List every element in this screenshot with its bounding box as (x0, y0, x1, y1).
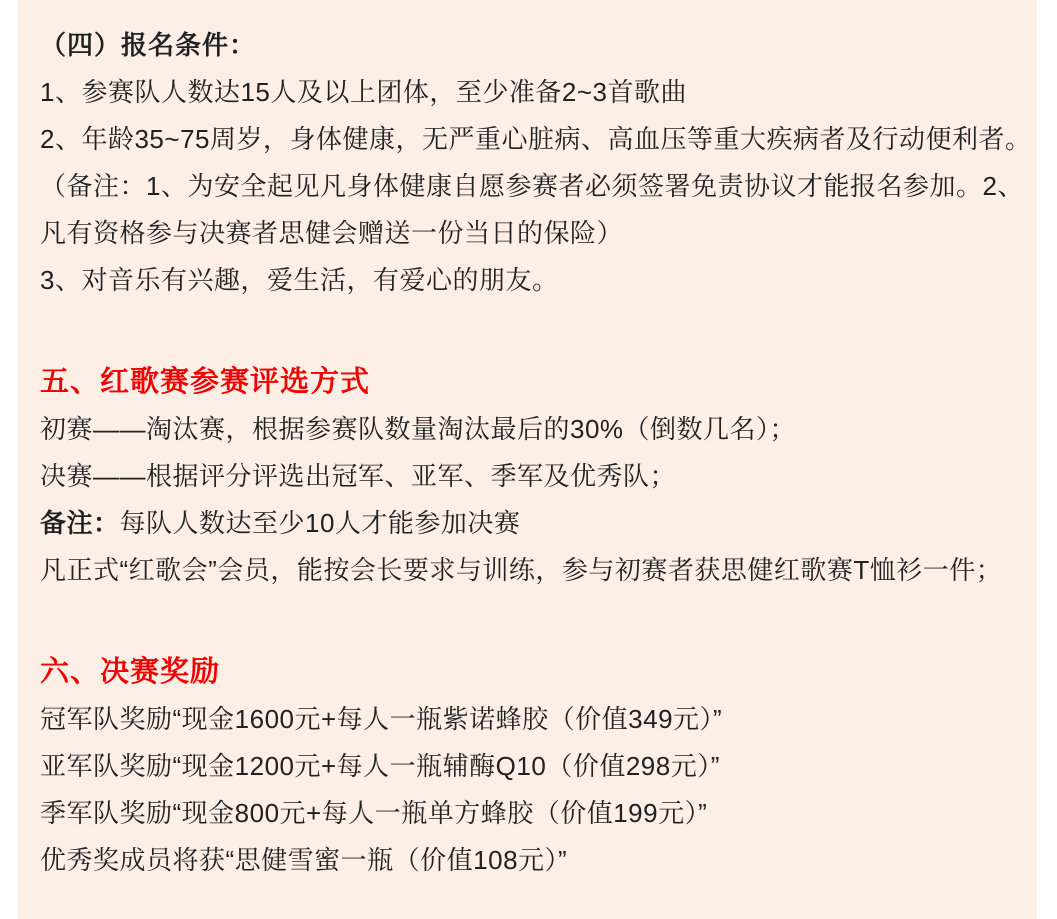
selection-heading: 五、红歌赛参赛评选方式 (40, 366, 371, 398)
selection-preliminary-line: 初赛——淘汰赛，根据参赛队数量淘汰最后的30%（倒数几名）； (40, 414, 797, 444)
article-card (18, 0, 1037, 919)
selection-final-line: 决赛——根据评分评选出冠军、亚军、季军及优秀队； (40, 461, 677, 491)
selection-note-line (40, 500, 1017, 547)
award-runnerup-line: 亚军队奖励“现金1200元+每人一瓶辅酶Q10（价值298元）” (40, 751, 720, 781)
award-excellence-line: 优秀奖成员将获“思健雪蜜一瓶（价值108元）” (40, 845, 568, 875)
award-third-line: 季军队奖励“现金800元+每人一瓶单方蜂胶（价值199元）” (40, 798, 708, 828)
registration-note-line-2: 凡有资格参与决赛者思健会赠送一份当日的保险） (40, 218, 624, 248)
selection-note-label: 备注： (40, 508, 120, 538)
registration-item-2: 2、年龄35~75周岁，身体健康，无严重心脏病、高血压等重大疾病者及行动便利者。 (40, 124, 1032, 154)
selection-note-text: 每队人数达至少10人才能参加决赛 (119, 508, 521, 538)
registration-item-1: 1、参赛队人数达15人及以上团体，至少准备2~3首歌曲 (40, 77, 687, 107)
registration-note-line-1: （备注：1、为安全起见凡身体健康自愿参赛者必须签署免责协议才能报名参加。2、 (40, 171, 1024, 201)
registration-heading: （四）报名条件： (40, 30, 257, 60)
awards-heading: 六、决赛奖励 (40, 656, 221, 688)
selection-member-line: 凡正式“红歌会”会员，能按会长要求与训练，参与初赛者获思健红歌赛T恤衫一件； (40, 555, 1003, 585)
registration-item-3: 3、对音乐有兴趣，爱生活，有爱心的朋友。 (40, 265, 559, 295)
award-champion-line: 冠军队奖励“现金1600元+每人一瓶紫诺蜂胶（价值349元）” (40, 704, 723, 734)
